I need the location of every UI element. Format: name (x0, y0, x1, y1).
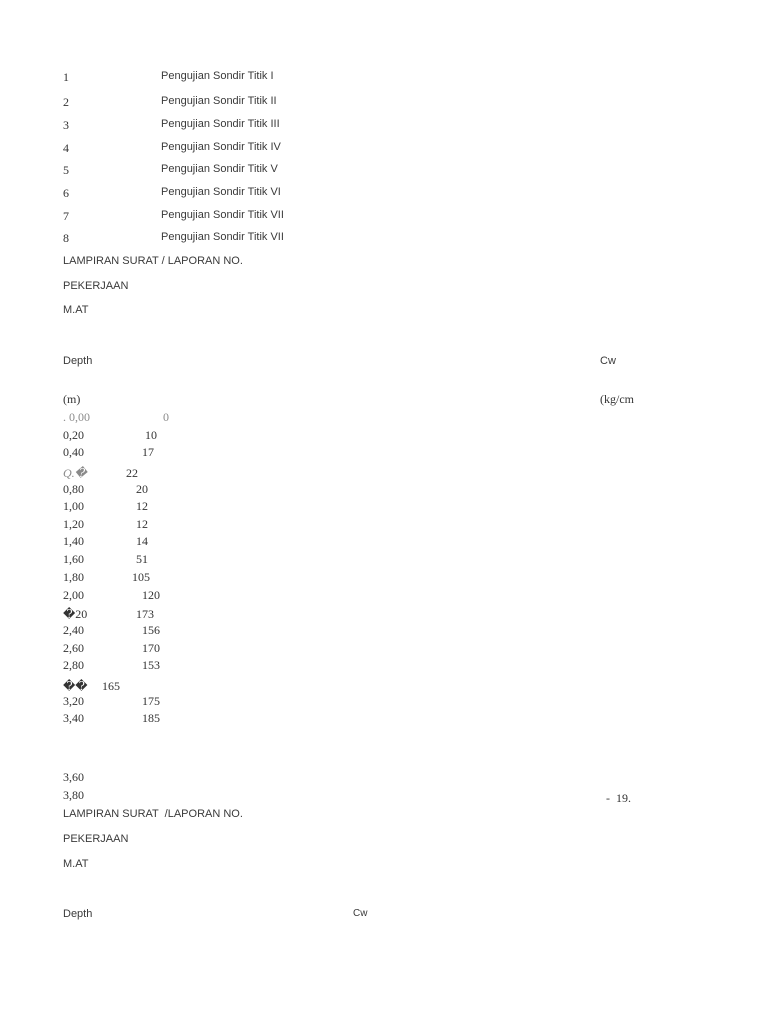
value-cell: 120 (142, 588, 160, 602)
depth-cell: 1,80 (63, 570, 84, 584)
depth-cell: 3,40 (63, 711, 84, 725)
depth-cell: �� (63, 679, 88, 693)
depth-cell: 0,40 (63, 445, 84, 459)
pekerjaan-label: PEKERJAAN (63, 833, 129, 845)
lampiran-label: LAMPIRAN SURAT /LAPORAN NO. (63, 808, 243, 820)
depth-cell: 2,00 (63, 588, 84, 602)
depth-cell: 2,80 (63, 658, 84, 672)
cw-column-header: Cw (353, 908, 368, 919)
value-cell: 173 (136, 607, 154, 621)
value-cell: 12 (136, 499, 148, 513)
value-cell: 170 (142, 641, 160, 655)
value-cell: 185 (142, 711, 160, 725)
value-cell: 153 (142, 658, 160, 672)
mat-label: M.AT (63, 304, 89, 316)
value-cell: 12 (136, 517, 148, 531)
toc-number: 6 (63, 186, 69, 200)
value-cell: 175 (142, 694, 160, 708)
depth-cell: 1,00 (63, 499, 84, 513)
depth-cell: 0,80 (63, 482, 84, 496)
pekerjaan-label: PEKERJAAN (63, 280, 129, 292)
toc-title: Pengujian Sondir Titik VI (161, 186, 281, 198)
toc-title: Pengujian Sondir Titik VII (161, 209, 284, 221)
toc-title: Pengujian Sondir Titik III (161, 118, 280, 130)
depth-unit: (m) (63, 392, 81, 406)
value-cell: 20 (136, 482, 148, 496)
depth-column-header: Depth (63, 355, 93, 367)
depth-cell: 2,60 (63, 641, 84, 655)
depth-cell: 1,40 (63, 534, 84, 548)
value-cell: 165 (102, 679, 120, 693)
toc-number: 2 (63, 95, 69, 109)
value-cell: 14 (136, 534, 148, 548)
value-cell: 22 (126, 466, 138, 480)
toc-number: 5 (63, 163, 69, 177)
lampiran-label: LAMPIRAN SURAT / LAPORAN NO. (63, 255, 243, 267)
toc-number: 8 (63, 231, 69, 245)
toc-title: Pengujian Sondir Titik II (161, 95, 277, 107)
value-cell: 17 (142, 445, 154, 459)
depth-column-header: Depth (63, 908, 93, 920)
depth-cell: 2,40 (63, 623, 84, 637)
depth-cell: 3,20 (63, 694, 84, 708)
depth-cell: 3,60 (63, 770, 84, 784)
toc-number: 1 (63, 70, 69, 84)
toc-number: 4 (63, 141, 69, 155)
toc-title: Pengujian Sondir Titik VII (161, 231, 284, 243)
depth-cell: 0,20 (63, 428, 84, 442)
value-cell: 51 (136, 552, 148, 566)
value-cell: 0 (163, 410, 169, 424)
depth-cell: 1,20 (63, 517, 84, 531)
depth-cell: 1,60 (63, 552, 84, 566)
toc-title: Pengujian Sondir Titik V (161, 163, 278, 175)
toc-number: 3 (63, 118, 69, 132)
cw-column-header: Cw (600, 355, 616, 367)
mat-label: M.AT (63, 858, 89, 870)
depth-cell: �20 (63, 607, 88, 621)
depth-cell: 3,80 (63, 788, 84, 802)
toc-number: 7 (63, 209, 69, 223)
page-number: - 19. (606, 791, 631, 805)
depth-cell: . 0,00 (63, 410, 90, 424)
cw-unit: (kg/cm (600, 392, 634, 406)
value-cell: 156 (142, 623, 160, 637)
value-cell: 10 (145, 428, 157, 442)
depth-cell: Q.� (63, 466, 87, 480)
value-cell: 105 (132, 570, 150, 584)
toc-title: Pengujian Sondir Titik IV (161, 141, 281, 153)
toc-title: Pengujian Sondir Titik I (161, 70, 274, 82)
